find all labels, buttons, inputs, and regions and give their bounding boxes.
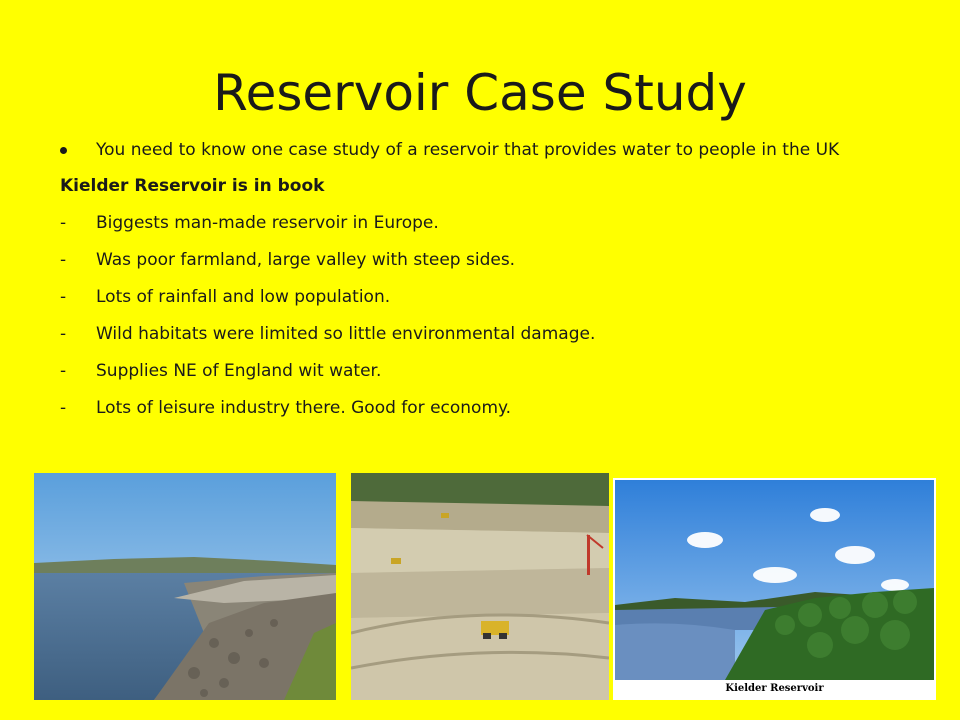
list-item	[60, 211, 920, 235]
dash-marker: -	[60, 324, 67, 344]
dash-marker: -	[60, 398, 67, 418]
list-item	[60, 322, 920, 346]
dam-photo	[34, 473, 336, 700]
list-item	[60, 359, 920, 383]
bullet-dot-icon	[60, 147, 67, 154]
list-item-text: Supplies NE of England wit water.	[96, 361, 382, 381]
photo-caption: Kielder Reservoir	[615, 680, 934, 698]
construction-photo-image	[351, 473, 609, 700]
dash-marker: -	[60, 250, 67, 270]
list-item-text: Lots of rainfall and low population.	[96, 287, 391, 307]
list-item	[60, 396, 920, 420]
kielder-photo-image	[615, 480, 934, 680]
case-study-heading: Kielder Reservoir is in book	[60, 176, 325, 196]
dash-marker: -	[60, 361, 67, 381]
list-item	[60, 285, 920, 309]
list-item-text: Was poor farmland, large valley with steep sides.	[96, 250, 516, 270]
kielder-reservoir-photo	[613, 478, 936, 700]
bullet-point	[60, 138, 920, 162]
dash-marker: -	[60, 287, 67, 307]
dash-marker: -	[60, 213, 67, 233]
list-item-text: Lots of leisure industry there. Good for economy.	[96, 398, 512, 418]
slide-body	[60, 138, 920, 433]
bullet-text: You need to know one case study of a reservoir that provides water to people in the UK	[96, 140, 840, 160]
list-item-text: Wild habitats were limited so little environmental damage.	[96, 324, 596, 344]
construction-photo	[351, 473, 609, 700]
slide-title: Reservoir Case Study	[213, 64, 747, 122]
dam-photo-image	[34, 473, 336, 700]
list-item	[60, 248, 920, 272]
list-item-text: Biggests man-made reservoir in Europe.	[96, 213, 439, 233]
